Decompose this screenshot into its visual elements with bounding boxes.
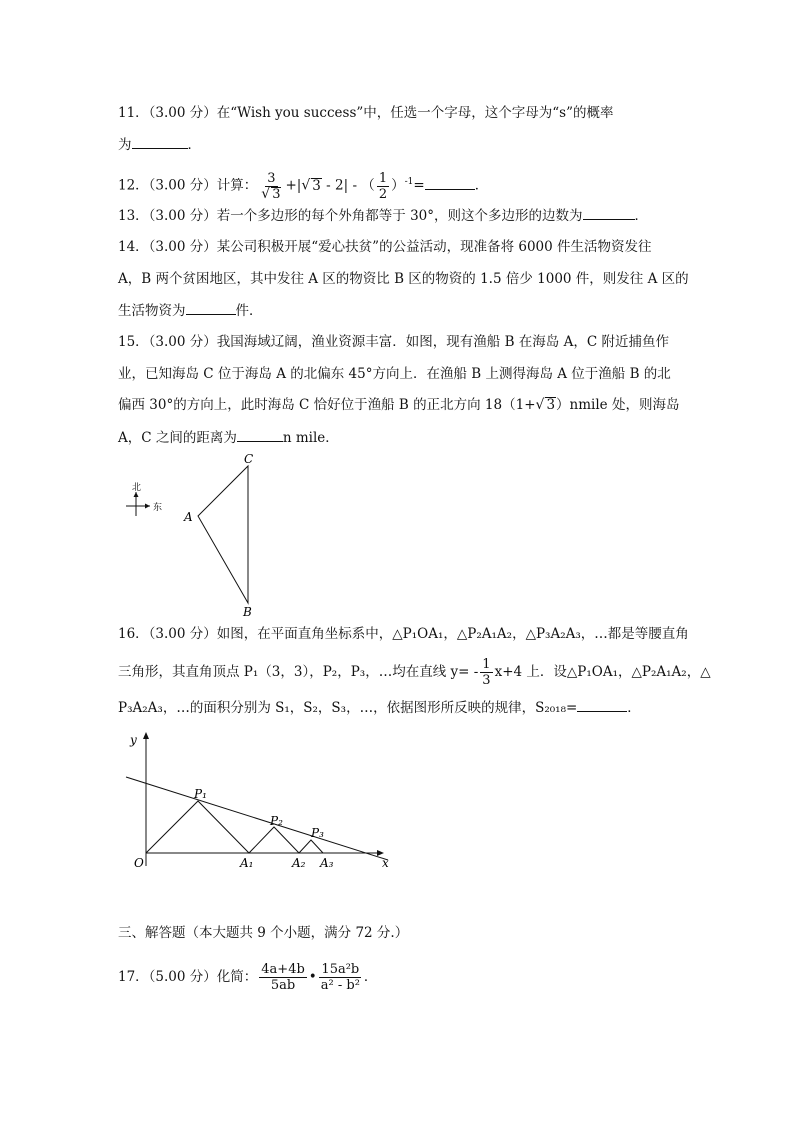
q16-figure — [118, 728, 408, 878]
q12-exp: -1 — [404, 177, 414, 187]
q15-line3-sqrt: 3 — [546, 397, 556, 413]
q16-fraction — [480, 657, 492, 688]
answer-blank-12[interactable] — [425, 175, 475, 190]
q15-line4-pre: A，C 之间的距离为 — [118, 430, 237, 446]
q12-frac-den: 3 — [272, 186, 281, 202]
label-c: C — [244, 452, 254, 466]
q12-half — [377, 171, 389, 202]
q16-frac-num: 1 — [482, 657, 491, 672]
q16-line2 — [118, 656, 711, 688]
q15-figure — [118, 448, 298, 620]
triangle-abc — [198, 466, 248, 603]
q17-frac1 — [259, 962, 307, 993]
q13-line — [118, 205, 648, 226]
q15-line3-post: ）nmile 处，则海岛 — [556, 397, 680, 413]
answer-blank-15[interactable] — [237, 427, 283, 442]
y-arrow-icon — [143, 732, 149, 739]
q12-abs-rest: - 2| - （ — [321, 177, 375, 194]
p3-label: P₃ — [311, 826, 324, 840]
q17-post: ． — [363, 969, 378, 985]
q14-line3-pre: 生活物资为 — [118, 303, 186, 319]
q12-close: ） — [391, 177, 405, 194]
a2-label: A₂ — [292, 856, 306, 870]
p1-label: P₁ — [194, 787, 207, 801]
q12-half-num: 1 — [378, 170, 388, 186]
q17-num1: 4a+4b — [261, 962, 305, 977]
answer-blank-14[interactable] — [186, 300, 236, 315]
answer-blank-16[interactable] — [577, 697, 627, 712]
q17-num2: 15a²b — [321, 962, 360, 977]
p2-label: P₂ — [270, 814, 283, 828]
q14-line1: 14．（3.00 分）某公司积极开展“爱心扶贫”的公益活动，现准备将 6000 件生活物资发往 — [118, 239, 652, 255]
q16-line3-pre: P₃A₂A₃，…的面积分别为 S₁，S₂，S₃，…，依据图形所反映的规律，S₂₀₁₈= — [118, 700, 578, 716]
q17-pre: 17．（5.00 分）化简： — [118, 969, 258, 985]
q17-den1: 5ab — [270, 978, 296, 993]
q15-line3-pre: 偏西 30°的方向上，此时海岛 C 恰好位于渔船 B 的正北方向 18（1+ — [118, 397, 536, 413]
origin-label: O — [134, 856, 144, 870]
q17-frac2 — [319, 962, 362, 993]
q11-line1: 11．（3.00 分）在“Wish you success”中，任选一个字母，这个字母为“s”的概率 — [118, 105, 614, 121]
q11-line2 — [118, 134, 201, 155]
q16-frac-den: 3 — [482, 673, 491, 688]
answer-blank-13[interactable] — [583, 205, 635, 220]
q12-fraction — [259, 171, 283, 202]
q16-line3 — [118, 697, 641, 718]
radical-icon: √ — [535, 397, 545, 413]
q17-line — [118, 957, 377, 997]
q12-pre: 12．（3.00 分）计算： — [118, 177, 258, 194]
q15-line3 — [118, 395, 679, 415]
isosceles-triangles — [146, 801, 323, 853]
q16-line1: 16．（3.00 分）如图，在平面直角坐标系中，△P₁OA₁，△P₂A₁A₂，△P₃A₂A₃，…都是等腰直角 — [118, 626, 689, 642]
q15-line2: 业，已知海岛 C 位于海岛 A 的北偏东 45°方向上．在渔船 B 上测得海岛 A 位于渔船 B 的北 — [118, 366, 671, 382]
radical-icon: √ — [301, 177, 311, 194]
q16-line2-pre: 三角形，其直角顶点 P₁（3，3），P₂，P₃，…均在直线 y= - — [118, 664, 479, 680]
x-label: x — [382, 856, 389, 870]
q14-line3 — [118, 300, 263, 321]
q16-line3-post: ． — [627, 700, 641, 716]
q12-frac-num: 3 — [267, 170, 276, 186]
q12-line — [118, 166, 488, 202]
q13-post: ． — [634, 208, 648, 224]
line-y-eq — [126, 777, 388, 860]
q14-line3-post: 件． — [235, 303, 263, 319]
q17-dot: • — [308, 969, 317, 985]
q13-text: 13．（3.00 分）若一个多边形的每个外角都等于 30°，则这个多边形的边数为 — [118, 208, 583, 224]
a3-label: A₃ — [320, 856, 334, 870]
q15-line1: 15．（3.00 分）我国海域辽阔，渔业资源丰富．如图，现有渔船 B 在海岛 A，C 附近捕鱼作 — [118, 334, 669, 350]
section-title: 三、解答题（本大题共 9 个小题，满分 72 分.） — [118, 925, 409, 941]
q16-line2-post: x+4 上．设△P₁OA₁，△P₂A₁A₂，△ — [494, 664, 711, 680]
label-b: B — [243, 605, 252, 619]
y-label: y — [130, 733, 137, 747]
east-label: 东 — [153, 503, 163, 513]
q12-eq: = — [413, 177, 425, 194]
q15-line4 — [118, 427, 339, 448]
q11-line2-post: ． — [187, 137, 201, 153]
q12-half-den: 2 — [378, 186, 388, 202]
compass-icon — [126, 492, 150, 516]
north-label: 北 — [132, 483, 142, 493]
q17-den2: a² - b² — [320, 978, 360, 993]
q15-line4-post: n mile． — [282, 430, 339, 446]
q12-abs-open: +| — [285, 177, 302, 194]
label-a: A — [184, 510, 193, 524]
a1-label: A₁ — [240, 856, 254, 870]
q14-line2: A，B 两个贫困地区，其中发往 A 区的物资比 B 区的物资的 1.5 倍少 1000 件，则发往 A 区的 — [118, 271, 689, 287]
q12-post: ． — [474, 177, 489, 194]
q11-line2-pre: 为 — [118, 137, 132, 153]
radical-icon: √ — [261, 185, 271, 202]
q12-abs-expr: 3 — [312, 177, 321, 194]
answer-blank-11[interactable] — [132, 134, 188, 149]
